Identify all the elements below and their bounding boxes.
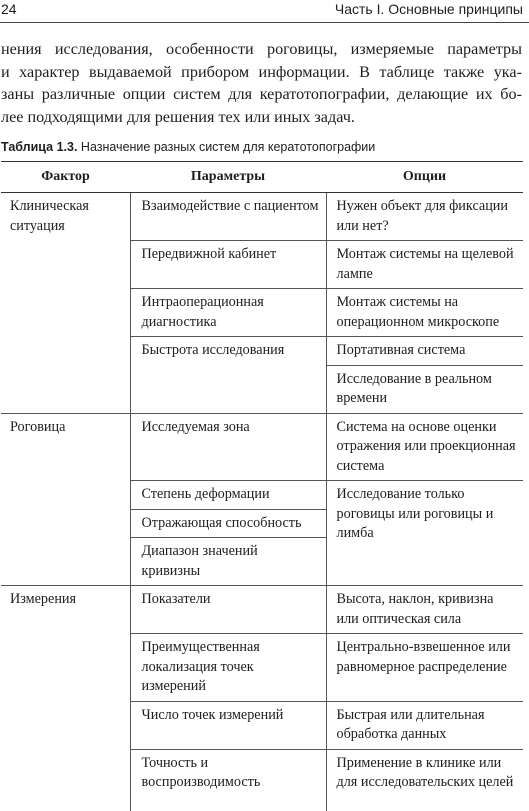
option-cell: Центрально-взвешенное или равномерное распределение bbox=[326, 634, 523, 702]
factor-cell bbox=[1, 538, 130, 586]
factor-cell: Измерения bbox=[10, 591, 77, 607]
page-number: 24 bbox=[1, 1, 17, 17]
table-row bbox=[1, 337, 523, 366]
table-row bbox=[1, 481, 523, 510]
intro-line: заны различные опции систем для кератотопографии, делающие их бо- bbox=[1, 85, 522, 103]
table-header-row bbox=[1, 162, 523, 193]
parameter-cell: Передвижной кабинет bbox=[130, 241, 326, 289]
table-row bbox=[1, 749, 523, 811]
header-factor: Фактор bbox=[1, 162, 130, 193]
table-row bbox=[1, 586, 523, 634]
table-row bbox=[1, 241, 523, 289]
option-cell: Система на основе оценки отражения или проекционная система bbox=[326, 413, 523, 481]
factor-cell bbox=[1, 481, 130, 510]
factor-cell bbox=[1, 289, 130, 337]
parameter-cell: Степень деформации bbox=[130, 481, 326, 510]
parameter-cell: Взаимодействие с пациентом bbox=[130, 193, 326, 241]
parameter-cell: Диапазон значений кривизны bbox=[130, 538, 326, 586]
page-header bbox=[0, 0, 529, 23]
table-row bbox=[1, 701, 523, 749]
factor-cell bbox=[1, 241, 130, 289]
parameter-cell: Отражающая способность bbox=[130, 509, 326, 538]
parameter-cell: Исследуемая зона bbox=[130, 413, 326, 481]
header-options: Опции bbox=[326, 162, 523, 193]
intro-paragraph bbox=[1, 38, 522, 128]
factor-cell bbox=[1, 749, 130, 811]
factor-cell bbox=[1, 509, 130, 538]
option-cell: Нужен объект для фиксации или нет? bbox=[326, 193, 523, 241]
parameter-cell: Преимущественная локализация точек измерений bbox=[130, 634, 326, 702]
running-title: Часть I. Основные принципы bbox=[334, 1, 523, 17]
parameter-cell: Показатели bbox=[130, 586, 326, 634]
factor-cell: Клиническая ситуация bbox=[10, 198, 89, 234]
parameter-cell: Интраоперационная диагностика bbox=[130, 289, 326, 337]
header-parameters: Параметры bbox=[130, 162, 326, 193]
option-cell: Применение в клинике или для исследовательских целей bbox=[326, 749, 523, 811]
table-caption bbox=[1, 140, 375, 154]
table-row bbox=[1, 289, 523, 337]
keratotopography-table bbox=[1, 161, 523, 811]
intro-line: нения исследования, особенности роговицы, измеряемые параметры bbox=[1, 40, 522, 58]
parameter-cell: Число точек измерений bbox=[130, 701, 326, 749]
parameter-cell: Точность и воспроизводимость bbox=[130, 749, 326, 811]
option-cell: Портативная система bbox=[326, 337, 523, 366]
intro-line: и характер выдаваемой прибором информации. В таблице также ука- bbox=[1, 62, 522, 81]
option-cell: Исследование только роговицы или роговицы и лимба bbox=[326, 481, 523, 586]
table-caption-text: Назначение разных систем для кератотопографии bbox=[77, 140, 376, 154]
parameter-cell: Быстрота исследования bbox=[130, 337, 326, 414]
factor-cell: Роговица bbox=[10, 418, 66, 435]
option-cell: Монтаж системы на щелевой лампе bbox=[326, 241, 523, 289]
table-row bbox=[1, 413, 523, 481]
option-cell: Исследование в реальном времени bbox=[326, 365, 523, 413]
factor-cell bbox=[1, 365, 130, 413]
option-cell: Монтаж системы на операционном микроскопе bbox=[326, 289, 523, 337]
factor-cell bbox=[1, 634, 130, 702]
table-caption-label: Таблица 1.3. bbox=[1, 140, 78, 154]
table-row bbox=[1, 634, 523, 702]
option-cell: Быстрая или длительная обработка данных bbox=[326, 701, 523, 749]
option-cell: Высота, наклон, кривизна или оптическая сила bbox=[326, 586, 523, 634]
factor-cell bbox=[1, 701, 130, 749]
intro-line: лее подходящими для решения тех или иных задач. bbox=[1, 107, 355, 126]
table-row bbox=[1, 193, 523, 241]
factor-cell bbox=[1, 337, 130, 366]
